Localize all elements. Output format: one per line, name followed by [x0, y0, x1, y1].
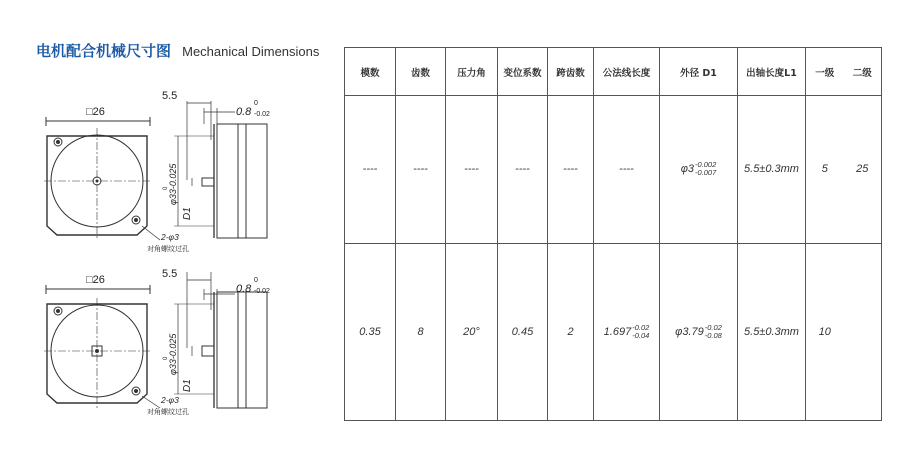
cell-stage-2 [844, 243, 882, 420]
offset-label: 5.5 [162, 90, 178, 102]
header-stage-2: 二级 [844, 48, 882, 96]
hole-note: 对角螺纹过孔 [147, 409, 189, 416]
square-size-label: □26 [86, 106, 105, 118]
cell-module: ---- [345, 96, 396, 243]
chordal-main: 1.697 [603, 325, 632, 338]
header-chordal-length: 公法线长度 [594, 48, 660, 96]
square-size-label: □26 [86, 274, 105, 286]
od-main: φ3.79 [675, 325, 704, 338]
front-view-2 [44, 285, 160, 408]
hole-note: 对角螺纹过孔 [147, 246, 189, 253]
od-tol-lower: -0.007 [695, 168, 717, 178]
table-row [345, 96, 882, 243]
shaft-dia-label: φ33-0.025 [168, 163, 178, 205]
title-english: Mechanical Dimensions [182, 44, 320, 59]
table-row [345, 243, 882, 420]
od-tol-lower: -0.08 [704, 330, 722, 340]
header-shift-coefficient: 变位系数 [498, 48, 548, 96]
chordal-tol-lower: -0.04 [632, 330, 650, 340]
shaft-dia-label: φ33-0.025 [168, 333, 178, 375]
cell-teeth: 8 [396, 243, 446, 420]
cell-stage-1: 10 [806, 243, 844, 420]
hole-label: 2-φ3 [161, 232, 179, 242]
cell-outer-diameter [660, 243, 738, 420]
gear-spec-table [344, 47, 882, 421]
cell-stage-2: 25 [844, 96, 882, 243]
face-tol-upper: 0 [254, 100, 258, 107]
od-main: φ3 [680, 163, 694, 176]
face-tol-lower: -0.02 [254, 288, 270, 295]
cell-module: 0.35 [345, 243, 396, 420]
d1-label: D1 [182, 379, 193, 392]
mechanical-drawing [0, 0, 340, 471]
header-outer-diameter: 外径 D1 [660, 48, 738, 96]
chordal-tolerance [632, 324, 649, 340]
cell-span: ---- [548, 96, 594, 243]
cell-outer-diameter [660, 96, 738, 243]
header-shaft-length: 出轴长度L1 [738, 48, 806, 96]
cell-shaft-length: 5.5±0.3mm [738, 243, 806, 420]
cell-shift: 0.45 [498, 243, 548, 420]
od-tolerance [695, 161, 716, 177]
cell-span: 2 [548, 243, 594, 420]
od-tol-upper: -0.002 [695, 160, 717, 170]
header-pressure-angle: 压力角 [446, 48, 498, 96]
face-label: 0.8 [236, 283, 252, 295]
header-stage-1: 一级 [806, 48, 844, 96]
cell-shift: ---- [498, 96, 548, 243]
face-label: 0.8 [236, 106, 252, 118]
offset-label: 5.5 [162, 268, 178, 280]
shaft-dia-tol: 0 [163, 356, 169, 360]
cell-teeth: ---- [396, 96, 446, 243]
shaft-dia-tol: 0 [163, 186, 169, 190]
chordal-tol-upper: -0.02 [632, 322, 650, 332]
cell-chordal [594, 243, 660, 420]
cell-pressure-angle: ---- [446, 96, 498, 243]
d1-label: D1 [182, 207, 193, 220]
table-header-row [345, 48, 882, 96]
face-tol-upper: 0 [254, 277, 258, 284]
cell-shaft-length: 5.5±0.3mm [738, 96, 806, 243]
face-tol-lower: -0.02 [254, 111, 270, 118]
cell-chordal: ---- [594, 96, 660, 243]
od-tolerance [705, 324, 722, 340]
front-view-1 [44, 117, 160, 240]
header-span-teeth: 跨齿数 [548, 48, 594, 96]
title-chinese: 电机配合机械尺寸图 [36, 42, 172, 60]
header-teeth: 齿数 [396, 48, 446, 96]
cell-stage-1: 5 [806, 96, 844, 243]
od-tol-upper: -0.02 [704, 322, 722, 332]
cell-pressure-angle: 20° [446, 243, 498, 420]
hole-label: 2-φ3 [161, 395, 179, 405]
header-module: 模数 [345, 48, 396, 96]
